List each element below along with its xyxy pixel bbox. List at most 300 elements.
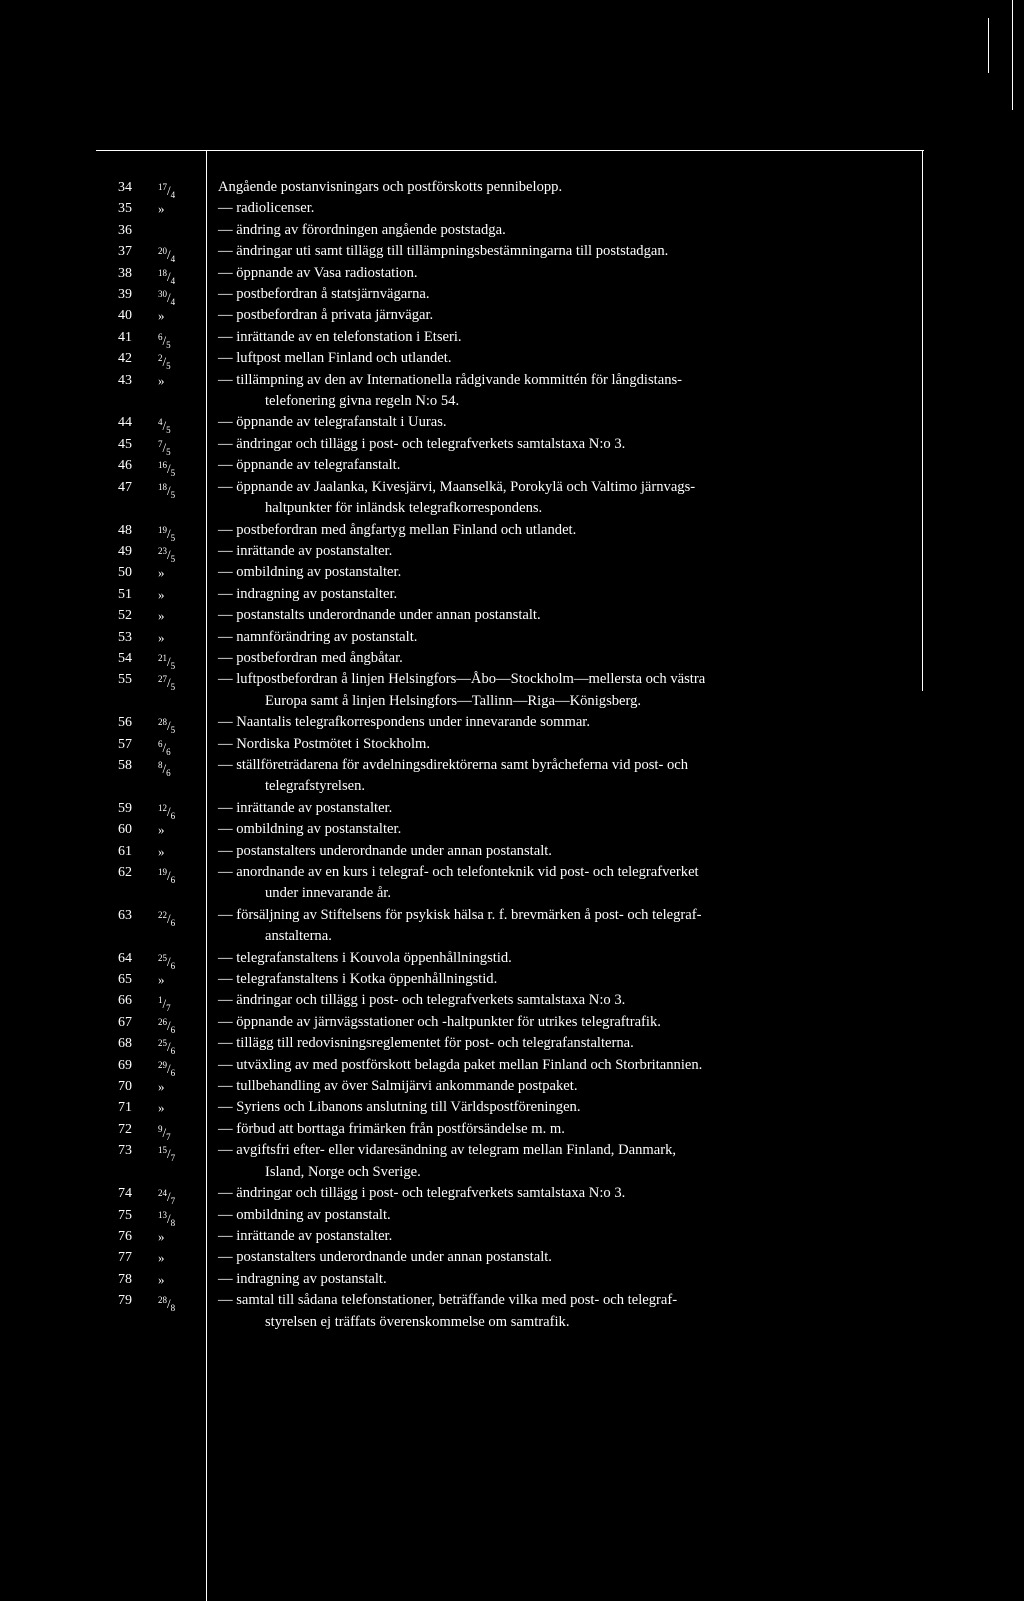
entry-continuation: telefonering givna regeln N:o 54. xyxy=(265,393,460,410)
entry-line: — postbefordran med ångbåtar. xyxy=(218,649,403,666)
entry-line: — radiolicenser. xyxy=(218,200,315,217)
scan-edge-line xyxy=(1012,0,1013,110)
register-row xyxy=(0,712,1024,736)
table-top-rule xyxy=(96,150,924,151)
date-month: 7 xyxy=(166,1131,171,1142)
entry-line: — ombildning av postanstalt. xyxy=(218,1206,391,1223)
entry-line: — ombildning av postanstalter. xyxy=(218,821,402,838)
row-text xyxy=(218,990,924,1011)
register-row xyxy=(0,1290,1024,1333)
row-number: 56 xyxy=(118,715,132,731)
ditto-mark: » xyxy=(158,1271,165,1287)
row-date xyxy=(158,305,204,326)
ditto-mark: » xyxy=(158,201,165,217)
row-text xyxy=(218,1290,924,1333)
row-text xyxy=(218,712,924,733)
date-month: 5 xyxy=(166,425,171,436)
row-text xyxy=(218,412,924,433)
row-date: $^{25}/_6$ xyxy=(158,952,176,971)
row-date xyxy=(158,1269,204,1290)
date-month: 5 xyxy=(166,339,171,350)
row-number: 47 xyxy=(118,479,132,495)
row-number: 50 xyxy=(118,565,132,581)
entry-line: — ändringar och tillägg i post- och telegrafverkets samtalstaxa N:o 3. xyxy=(218,992,626,1009)
entry-line: — luftpost mellan Finland och utlandet. xyxy=(218,350,452,367)
row-date xyxy=(158,819,204,840)
row-date xyxy=(158,841,204,862)
row-text xyxy=(218,1055,924,1076)
date-day: 12 xyxy=(158,802,167,813)
row-number: 75 xyxy=(118,1207,132,1223)
row-date: $^6/_5$ xyxy=(158,331,171,350)
date-month: 6 xyxy=(166,746,171,757)
register-row xyxy=(0,198,1024,219)
date-month: 5 xyxy=(170,725,176,736)
entry-line: — försäljning av Stiftelsens för psykisk hälsa r. f. brevmärken å post- och telegraf- xyxy=(218,906,702,923)
register-row xyxy=(0,1226,1024,1247)
row-text xyxy=(218,1183,924,1204)
entry-continuation: telegrafstyrelsen. xyxy=(265,778,366,795)
register-row xyxy=(0,348,1024,372)
row-text xyxy=(218,1247,924,1268)
row-number: 35 xyxy=(118,201,132,217)
row-text xyxy=(218,1097,924,1118)
entry-line: — utväxling av med postförskott belagda paket mellan Finland och Storbritannien. xyxy=(218,1056,703,1073)
entry-line: — ändringar och tillägg i post- och telegrafverkets samtalstaxa N:o 3. xyxy=(218,435,626,452)
entry-line: — öppnande av telegrafanstalt. xyxy=(218,457,401,474)
date-day: 13 xyxy=(158,1209,167,1220)
entry-line: — postbefordran med ångfartyg mellan Finland och utlandet. xyxy=(218,521,577,538)
entry-line: — postbefordran å statsjärnvägarna. xyxy=(218,286,430,303)
date-day: 25 xyxy=(158,1038,167,1049)
row-date: $^{16}/_5$ xyxy=(158,460,176,479)
register-row xyxy=(0,1140,1024,1183)
entry-line: — telegrafanstaltens i Kotka öppenhållningstid. xyxy=(218,971,498,988)
row-date xyxy=(158,1226,204,1247)
register-row xyxy=(0,669,1024,712)
date-day: 25 xyxy=(158,952,167,963)
date-month: 7 xyxy=(166,1003,171,1014)
row-text xyxy=(218,220,924,241)
row-date: $^{28}/_5$ xyxy=(158,717,176,736)
ditto-mark: » xyxy=(158,629,165,645)
row-date xyxy=(158,969,204,990)
row-number: 58 xyxy=(118,757,132,773)
row-number: 46 xyxy=(118,458,132,474)
register-row xyxy=(0,284,1024,308)
ditto-mark: » xyxy=(158,1100,165,1116)
row-number: 40 xyxy=(118,308,132,324)
row-date: $^{18}/_5$ xyxy=(158,481,176,500)
row-text xyxy=(218,1033,924,1054)
date-day: 15 xyxy=(158,1145,167,1156)
entry-line: — tullbehandling av över Salmijärvi ankommande postpaket. xyxy=(218,1078,578,1095)
row-date xyxy=(158,370,204,391)
row-text xyxy=(218,434,924,455)
entry-line: — ställföreträdarena för avdelningsdirektörerna samt byråcheferna vid post- och xyxy=(218,756,689,773)
entry-line: — avgiftsfri efter- eller vidaresändning av telegram mellan Finland, Danmark, xyxy=(218,1142,677,1159)
row-text xyxy=(218,327,924,348)
date-month: 4 xyxy=(170,254,176,265)
date-month: 4 xyxy=(170,275,176,286)
row-number: 39 xyxy=(118,287,132,303)
entry-continuation: under innevarande år. xyxy=(265,885,392,902)
entry-line: — samtal till sådana telefonstationer, beträffande vilka med post- och telegraf- xyxy=(218,1292,678,1309)
row-date xyxy=(158,584,204,605)
entry-line: — Naantalis telegrafkorrespondens under innevarande sommar. xyxy=(218,714,591,731)
register-row xyxy=(0,370,1024,413)
register-row xyxy=(0,412,1024,436)
date-day: 30 xyxy=(158,289,167,300)
date-month: 5 xyxy=(170,660,176,671)
entry-continuation: Europa samt å linjen Helsingfors—Tallinn—Riga—Königsberg. xyxy=(265,692,642,709)
row-number: 79 xyxy=(118,1293,132,1309)
row-text xyxy=(218,648,924,669)
date-day: 19 xyxy=(158,867,167,877)
row-text xyxy=(218,370,924,413)
register-row xyxy=(0,1033,1024,1057)
ditto-mark: » xyxy=(158,308,165,324)
entry-continuation: haltpunkter för inländsk telegrafkorrespondens. xyxy=(265,500,543,517)
entry-line: — postanstalts underordnande under annan postanstalt. xyxy=(218,607,541,624)
row-number: 41 xyxy=(118,329,132,345)
entry-continuation: styrelsen ej träffats överenskommelse om samtrafik. xyxy=(265,1313,570,1330)
register-row xyxy=(0,948,1024,969)
row-date: $^{12}/_6$ xyxy=(158,802,176,821)
row-text xyxy=(218,755,924,798)
register-row xyxy=(0,220,1024,241)
date-day: 17 xyxy=(158,182,167,192)
register-row xyxy=(0,969,1024,990)
date-month: 6 xyxy=(170,875,176,885)
row-text xyxy=(218,819,924,840)
entry-line: — öppnande av telegrafanstalt i Uuras. xyxy=(218,414,447,431)
register-row xyxy=(0,1012,1024,1033)
row-date: $^{24}/_7$ xyxy=(158,1188,176,1207)
register-row xyxy=(0,1205,1024,1226)
date-day: 28 xyxy=(158,717,167,728)
row-number: 51 xyxy=(118,586,132,602)
row-text xyxy=(218,520,924,541)
entry-line: — telegrafanstaltens i Kouvola öppenhållningstid. xyxy=(218,949,512,966)
ditto-mark: » xyxy=(158,372,165,388)
ditto-mark: » xyxy=(158,1079,165,1095)
row-text xyxy=(218,177,924,198)
date-day: 1 xyxy=(158,995,163,1006)
entry-line: — anordnande av en kurs i telegraf- och telefonteknik vid post- och telegrafverket xyxy=(218,864,699,880)
row-text xyxy=(218,305,924,326)
row-date: $^{20}/_4$ xyxy=(158,246,176,265)
register-row xyxy=(0,734,1024,755)
row-date: $^{17}/_4$ xyxy=(158,182,176,200)
row-number: 45 xyxy=(118,436,132,452)
register-row xyxy=(0,627,1024,648)
date-day: 20 xyxy=(158,246,167,257)
row-number: 48 xyxy=(118,522,132,538)
entry-line: — postbefordran å privata järnvägar. xyxy=(218,307,434,324)
date-day: 7 xyxy=(158,438,163,449)
row-number: 44 xyxy=(118,415,132,431)
row-date: $^{27}/_5$ xyxy=(158,674,176,693)
register-row xyxy=(0,434,1024,455)
date-day: 23 xyxy=(158,545,167,556)
row-number: 57 xyxy=(118,736,132,752)
row-date: $^{30}/_4$ xyxy=(158,289,176,308)
row-number: 63 xyxy=(118,907,132,923)
entry-line: — ändringar uti samt tillägg till tillämpningsbestämningarna till poststadgan. xyxy=(218,243,669,260)
row-number: 34 xyxy=(118,180,132,195)
row-date: $^8/_6$ xyxy=(158,759,171,778)
entry-line: — tillämpning av den av Internationella rådgivande kommittén för långdistans- xyxy=(218,371,683,388)
register-row xyxy=(0,819,1024,840)
date-day: 18 xyxy=(158,267,167,278)
row-date: $^1/_7$ xyxy=(158,995,171,1014)
entry-line: — förbud att borttaga frimärken från postförsändelse m. m. xyxy=(218,1120,565,1137)
date-day: 16 xyxy=(158,460,167,471)
date-day: 29 xyxy=(158,1059,167,1070)
register-row xyxy=(0,1076,1024,1097)
row-text xyxy=(218,348,924,369)
entry-line: — ändringar och tillägg i post- och telegrafverkets samtalstaxa N:o 3. xyxy=(218,1185,626,1202)
date-day: 22 xyxy=(158,909,167,920)
row-date: $^{23}/_5$ xyxy=(158,545,176,564)
row-number: 66 xyxy=(118,993,132,1009)
row-text xyxy=(218,669,924,712)
row-date: $^2/_5$ xyxy=(158,353,171,372)
row-text xyxy=(218,798,924,819)
register-row xyxy=(0,1119,1024,1140)
row-date: $^{21}/_5$ xyxy=(158,652,176,671)
register-table xyxy=(0,177,1024,1333)
row-date xyxy=(158,1247,204,1268)
date-month: 6 xyxy=(170,1067,176,1078)
register-row xyxy=(0,455,1024,479)
date-month: 6 xyxy=(170,917,176,928)
row-number: 74 xyxy=(118,1186,132,1202)
register-row xyxy=(0,177,1024,198)
row-text xyxy=(218,541,924,562)
register-row xyxy=(0,1183,1024,1207)
row-date xyxy=(158,627,204,648)
row-number: 72 xyxy=(118,1121,132,1137)
entry-line: — inrättande av postanstalter. xyxy=(218,1227,393,1244)
row-number: 70 xyxy=(118,1079,132,1095)
date-day: 6 xyxy=(158,738,163,749)
ditto-mark: » xyxy=(158,1228,165,1244)
ditto-mark: » xyxy=(158,822,165,838)
date-month: 6 xyxy=(170,1024,176,1035)
row-date: $^{15}/_7$ xyxy=(158,1145,176,1164)
register-row xyxy=(0,905,1024,948)
row-date xyxy=(158,1097,204,1118)
entry-line: — inrättande av postanstalter. xyxy=(218,799,393,816)
date-month: 5 xyxy=(170,489,176,500)
row-text xyxy=(218,969,924,990)
row-text xyxy=(218,905,924,948)
row-number: 78 xyxy=(118,1271,132,1287)
row-text xyxy=(218,734,924,755)
scan-edge-line xyxy=(988,18,989,73)
row-number: 59 xyxy=(118,800,132,816)
ditto-mark: » xyxy=(158,1250,165,1266)
register-row xyxy=(0,648,1024,669)
entry-line: — indragning av postanstalter. xyxy=(218,585,398,602)
row-date: $^{26}/_6$ xyxy=(158,1016,176,1035)
row-text xyxy=(218,562,924,583)
register-row xyxy=(0,755,1024,798)
row-text xyxy=(218,1226,924,1247)
register-row xyxy=(0,541,1024,562)
date-month: 5 xyxy=(170,682,176,693)
date-month: 8 xyxy=(170,1303,176,1314)
register-row xyxy=(0,327,1024,348)
entry-line: — indragning av postanstalt. xyxy=(218,1270,387,1287)
row-date: $^{13}/_8$ xyxy=(158,1209,176,1228)
date-month: 6 xyxy=(170,810,176,821)
entry-line: — tillägg till redovisningsreglementet för post- och telegrafanstalterna. xyxy=(218,1035,634,1052)
entry-line: — inrättande av postanstalter. xyxy=(218,542,393,559)
entry-line: Angående postanvisningars och postförskotts pennibelopp. xyxy=(218,179,563,195)
row-number: 69 xyxy=(118,1057,132,1073)
row-date: $^{18}/_4$ xyxy=(158,267,176,286)
date-month: 6 xyxy=(170,960,176,971)
row-number: 61 xyxy=(118,843,132,859)
register-row xyxy=(0,305,1024,326)
date-month: 5 xyxy=(166,446,171,457)
row-text xyxy=(218,862,924,905)
row-number: 52 xyxy=(118,608,132,624)
register-row xyxy=(0,1269,1024,1290)
entry-line: — ombildning av postanstalter. xyxy=(218,564,402,581)
row-text xyxy=(218,477,924,520)
row-number: 54 xyxy=(118,650,132,666)
row-number: 67 xyxy=(118,1014,132,1030)
date-month: 6 xyxy=(170,1046,176,1057)
register-row xyxy=(0,241,1024,265)
date-day: 2 xyxy=(158,353,163,364)
row-number: 76 xyxy=(118,1228,132,1244)
row-number: 53 xyxy=(118,629,132,645)
date-month: 6 xyxy=(166,767,171,778)
row-text xyxy=(218,263,924,284)
row-number: 71 xyxy=(118,1100,132,1116)
row-date xyxy=(158,562,204,583)
row-date xyxy=(158,605,204,626)
date-month: 5 xyxy=(166,361,171,372)
date-month: 5 xyxy=(170,468,176,479)
entry-line: — Nordiska Postmötet i Stockholm. xyxy=(218,735,431,752)
register-row xyxy=(0,1247,1024,1268)
row-text xyxy=(218,1076,924,1097)
row-date: $^{28}/_8$ xyxy=(158,1295,176,1314)
entry-line: — öppnande av järnvägsstationer och -haltpunkter för utrikes telegraftrafik. xyxy=(218,1013,661,1030)
register-row xyxy=(0,584,1024,605)
date-day: 9 xyxy=(158,1123,163,1134)
row-date: $^9/_7$ xyxy=(158,1123,171,1142)
row-number: 68 xyxy=(118,1036,132,1052)
ditto-mark: » xyxy=(158,843,165,859)
row-date xyxy=(158,198,204,219)
row-number: 73 xyxy=(118,1143,132,1159)
row-number: 36 xyxy=(118,222,132,238)
row-date: $^{29}/_6$ xyxy=(158,1059,176,1078)
row-text xyxy=(218,455,924,476)
row-text xyxy=(218,841,924,862)
row-text xyxy=(218,1119,924,1140)
ditto-mark: » xyxy=(158,608,165,624)
register-row xyxy=(0,562,1024,583)
ditto-mark: » xyxy=(158,565,165,581)
entry-line: — namnförändring av postanstalt. xyxy=(218,628,418,645)
entry-line: — Syriens och Libanons anslutning till Världspostföreningen. xyxy=(218,1099,581,1116)
entry-line: — postanstalters underordnande under annan postanstalt. xyxy=(218,842,552,859)
row-text xyxy=(218,605,924,626)
row-text xyxy=(218,1205,924,1226)
row-number: 37 xyxy=(118,244,132,260)
date-day: 21 xyxy=(158,652,167,663)
row-number: 60 xyxy=(118,822,132,838)
date-month: 8 xyxy=(170,1217,176,1228)
register-row xyxy=(0,1055,1024,1076)
register-row xyxy=(0,477,1024,520)
row-text xyxy=(218,584,924,605)
row-text xyxy=(218,948,924,969)
date-day: 28 xyxy=(158,1295,167,1306)
date-month: 5 xyxy=(170,532,176,543)
register-row xyxy=(0,798,1024,819)
date-day: 26 xyxy=(158,1016,167,1027)
row-number: 65 xyxy=(118,972,132,988)
register-row xyxy=(0,990,1024,1014)
row-text xyxy=(218,241,924,262)
entry-continuation: Island, Norge och Sverige. xyxy=(265,1163,421,1180)
date-day: 24 xyxy=(158,1188,167,1199)
row-text xyxy=(218,1269,924,1290)
row-number: 64 xyxy=(118,950,132,966)
row-number: 43 xyxy=(118,372,132,388)
row-date: $^{22}/_6$ xyxy=(158,909,176,928)
register-row xyxy=(0,520,1024,541)
row-date: $^{19}/_6$ xyxy=(158,867,176,885)
row-number: 42 xyxy=(118,351,132,367)
ditto-mark: » xyxy=(158,586,165,602)
register-row xyxy=(0,605,1024,626)
entry-line: — inrättande av en telefonstation i Etseri. xyxy=(218,328,462,345)
date-month: 7 xyxy=(170,1196,176,1207)
entry-line: — luftpostbefordran å linjen Helsingfors—Åbo—Stockholm—mellersta och västra xyxy=(218,671,706,688)
date-day: 8 xyxy=(158,759,163,770)
row-date: $^7/_5$ xyxy=(158,438,171,457)
row-text xyxy=(218,284,924,305)
date-day: 27 xyxy=(158,674,167,685)
register-row xyxy=(0,263,1024,284)
row-number: 55 xyxy=(118,672,132,688)
register-row xyxy=(0,862,1024,905)
entry-continuation: anstalterna. xyxy=(265,928,332,945)
row-text xyxy=(218,1140,924,1183)
register-row xyxy=(0,1097,1024,1118)
row-date xyxy=(158,1076,204,1097)
date-day: 4 xyxy=(158,417,163,428)
date-month: 7 xyxy=(170,1153,176,1164)
entry-line: — ändring av förordningen angående poststadga. xyxy=(218,221,506,238)
entry-line: — öppnande av Jaalanka, Kivesjärvi, Maanselkä, Porokylä och Valtimo järnvags- xyxy=(218,478,696,495)
ditto-mark: » xyxy=(158,972,165,988)
row-date: $^{25}/_6$ xyxy=(158,1038,176,1057)
row-number: 77 xyxy=(118,1250,132,1266)
date-day: 6 xyxy=(158,331,163,342)
entry-line: — postanstalters underordnande under annan postanstalt. xyxy=(218,1249,552,1266)
